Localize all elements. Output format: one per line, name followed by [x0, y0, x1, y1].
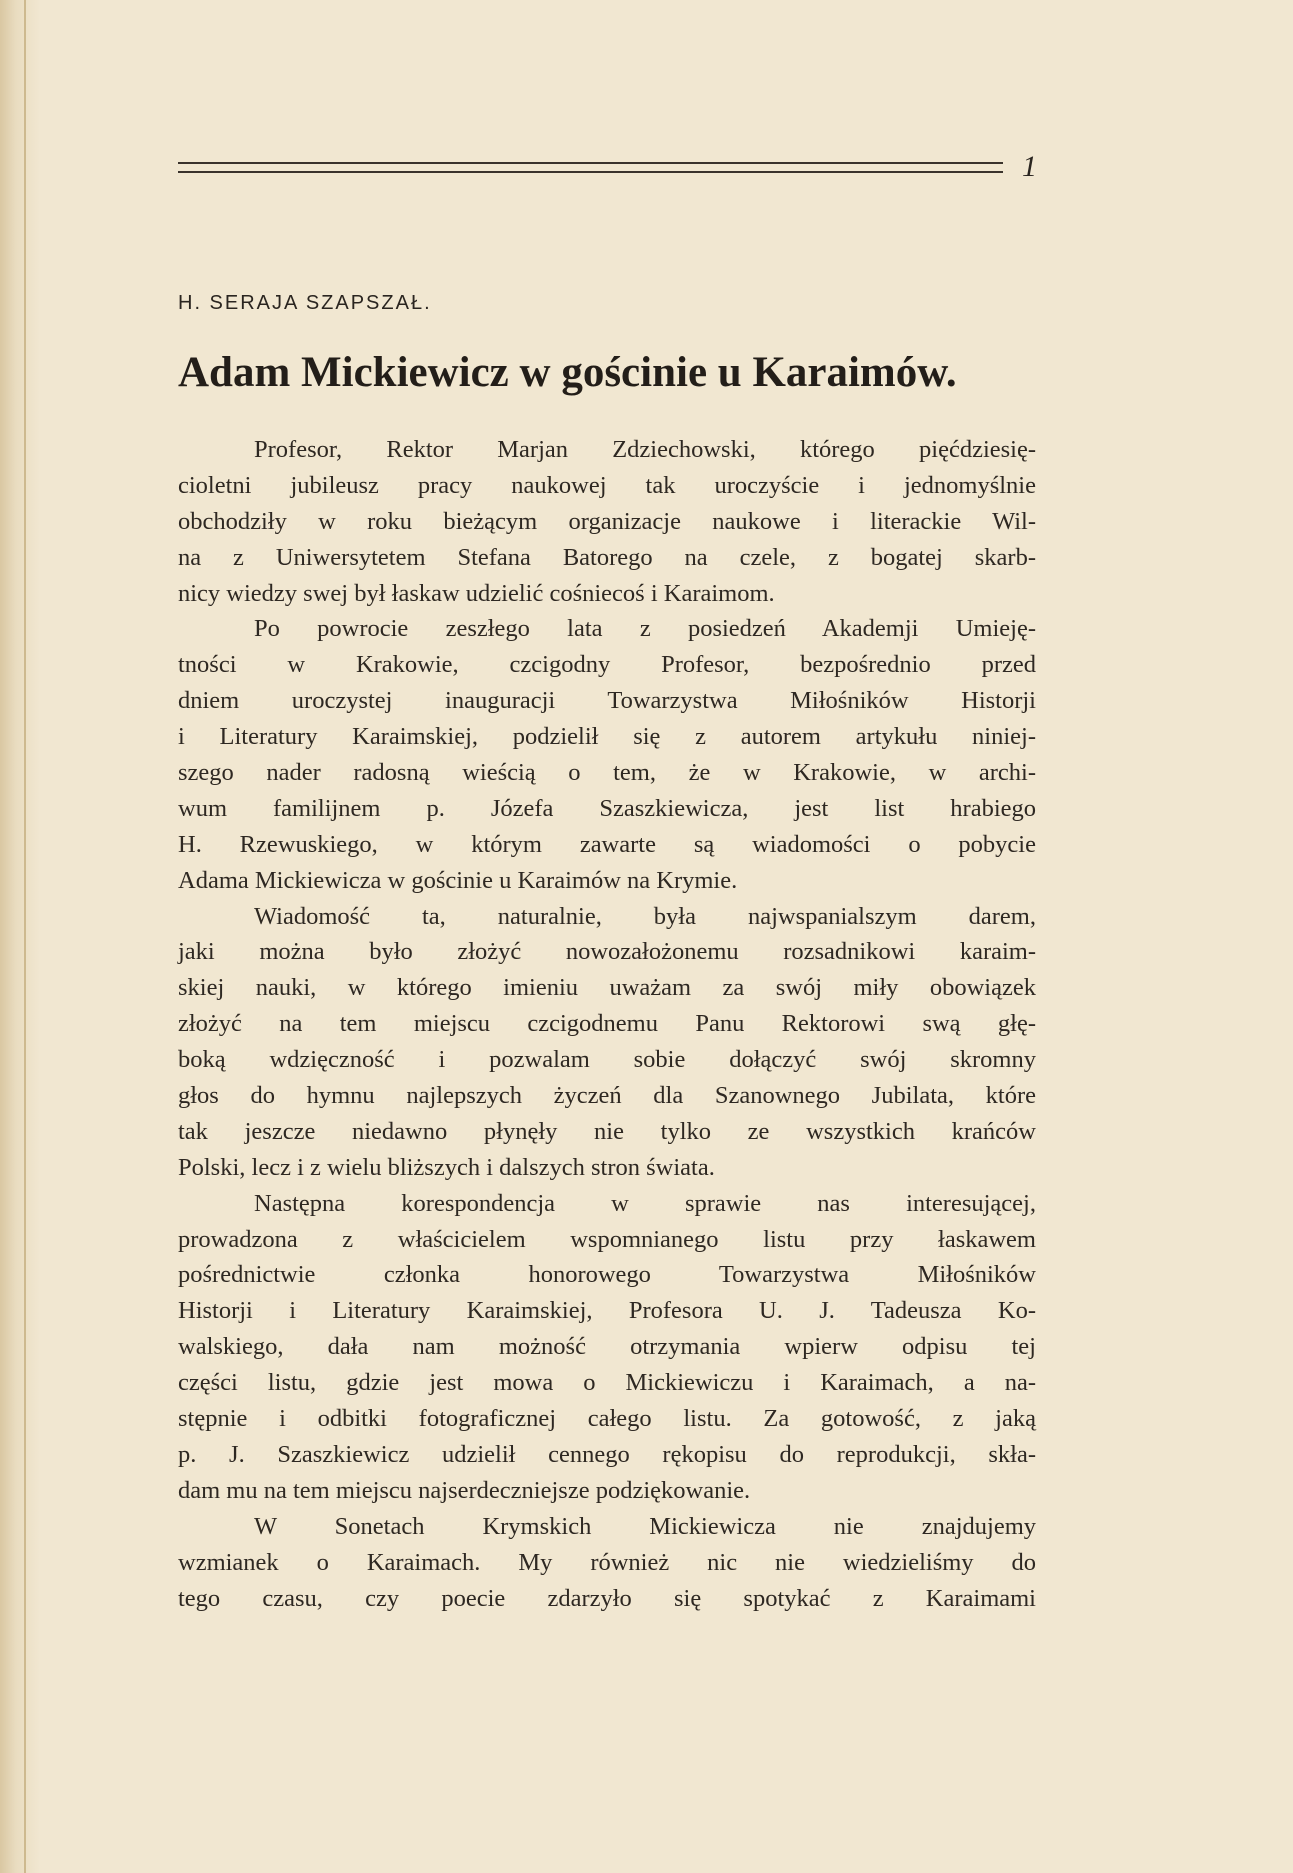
- text-line: wzmianek o Karaimach. My również nic nie wiedzieliśmy do: [178, 1548, 1036, 1576]
- text-line: Wiadomość ta, naturalnie, była najwspanialszym darem,: [254, 902, 1036, 930]
- text-line: tności w Krakowie, czcigodny Profesor, bezpośrednio przed: [178, 651, 1036, 679]
- text-line: części listu, gdzie jest mowa o Mickiewiczu i Karaimach, a na-: [178, 1369, 1036, 1397]
- text-line: Adama Mickiewicza w gościnie u Karaimów na Krymie.: [178, 866, 738, 894]
- text-line: stępnie i odbitki fotograficznej całego listu. Za gotowość, z jaką: [178, 1405, 1036, 1433]
- text-line: Historji i Literatury Karaimskiej, Profesora U. J. Tadeusza Ko-: [178, 1297, 1036, 1325]
- text-line: walskiego, dała nam możność otrzymania wpierw odpisu tej: [178, 1333, 1036, 1361]
- paragraph: [178, 899, 1036, 1186]
- text-line: obchodziły w roku bieżącym organizacje naukowe i literackie Wil-: [178, 507, 1036, 535]
- text-line: złożyć na tem miejscu czcigodnemu Panu Rektorowi swą głę-: [178, 1010, 1036, 1038]
- text-line: prowadzona z właścicielem wspomnianego listu przy łaskawem: [178, 1225, 1036, 1253]
- text-line: pośrednictwie członka honorowego Towarzystwa Miłośników: [178, 1261, 1036, 1289]
- text-line: jaki można było złożyć nowozałożonemu rozsadnikowi karaim-: [178, 938, 1036, 966]
- page-fold-line: [24, 0, 26, 1873]
- text-line: nicy wiedzy swej był łaskaw udzielić cośniecoś i Karaimom.: [178, 579, 775, 607]
- text-line: tego czasu, czy poecie zdarzyło się spotykać z Karaimami: [178, 1584, 1036, 1612]
- text-line: głos do hymnu najlepszych życzeń dla Szanownego Jubilata, które: [178, 1082, 1036, 1110]
- text-line: i Literatury Karaimskiej, podzielił się z autorem artykułu niniej-: [178, 723, 1036, 751]
- text-line: W Sonetach Krymskich Mickiewicza nie znajdujemy: [254, 1512, 1036, 1540]
- text-line: na z Uniwersytetem Stefana Batorego na czele, z bogatej skarb-: [178, 543, 1036, 571]
- paragraph: [178, 611, 1036, 898]
- text-line: Następna korespondencja w sprawie nas interesującej,: [254, 1189, 1036, 1217]
- text-line: H. Rzewuskiego, w którym zawarte są wiadomości o pobycie: [178, 830, 1036, 858]
- text-line: tak jeszcze niedawno płynęły nie tylko ze wszystkich krańców: [178, 1117, 1036, 1145]
- article-author: H. SERAJA SZAPSZAŁ.: [178, 292, 432, 314]
- text-line: cioletni jubileusz pracy naukowej tak uroczyście i jednomyślnie: [178, 471, 1036, 499]
- text-line: skiej nauki, w którego imieniu uważam za swój miły obowiązek: [178, 974, 1036, 1002]
- paragraph: [178, 432, 1036, 611]
- text-line: dniem uroczystej inauguracji Towarzystwa Miłośników Historji: [178, 687, 1036, 715]
- article-title: Adam Mickiewicz w gościnie u Karaimów.: [178, 349, 957, 396]
- text-line: szego nader radosną wieścią o tem, że w Krakowie, w archi-: [178, 759, 1036, 787]
- text-line: wum familijnem p. Józefa Szaszkiewicza, jest list hrabiego: [178, 794, 1036, 822]
- text-line: Po powrocie zeszłego lata z posiedzeń Akademji Umieję-: [254, 615, 1036, 643]
- text-line: Profesor, Rektor Marjan Zdziechowski, którego pięćdziesię-: [254, 436, 1036, 463]
- text-line: boką wdzięczność i pozwalam sobie dołączyć swój skromny: [178, 1046, 1036, 1074]
- paragraph: [178, 1186, 1036, 1509]
- text-line: Polski, lecz i z wielu bliższych i dalszych stron świata.: [178, 1153, 715, 1181]
- paragraph: [178, 1509, 1036, 1617]
- text-line: p. J. Szaszkiewicz udzielił cennego rękopisu do reprodukcji, skła-: [178, 1440, 1036, 1468]
- page-number: 1: [1022, 150, 1037, 183]
- page-edge: [0, 0, 40, 1873]
- article-body: [178, 432, 1036, 1616]
- text-line: dam mu na tem miejscu najserdeczniejsze podziękowanie.: [178, 1476, 751, 1504]
- header-double-rule: [178, 162, 1003, 176]
